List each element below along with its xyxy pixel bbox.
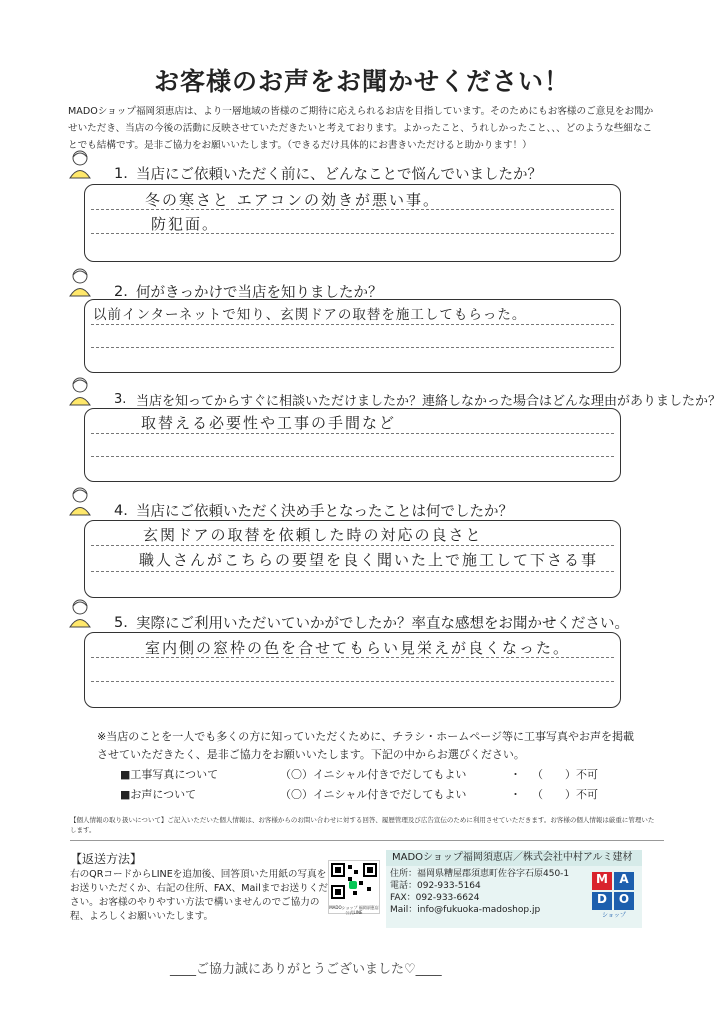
page-title: お客様のお声をお聞かせください！ (153, 67, 570, 96)
option-choice-deny[interactable]: （ ）不可 (532, 768, 598, 781)
question-text: 当店にご依頼いただく前に、どんなことで悩んでいましたか？ (136, 167, 542, 183)
question-5 (68, 612, 629, 633)
person-icon (68, 598, 92, 628)
store-mail[interactable]: Mail：info@fukuoka-madoshop.jp (390, 905, 541, 915)
person-icon (68, 149, 92, 179)
question-text: 何がきっかけで当店を知りましたか？ (136, 285, 383, 301)
option-row-photo (120, 766, 598, 782)
question-number: 5. (114, 614, 128, 631)
answer-text: 以前インターネットで知り、玄関ドアの取替を施工してもらった。 (93, 307, 527, 323)
option-choice-allow[interactable]: （〇）イニシャル付きでだしてもよい (280, 788, 467, 801)
answer-text: 防犯面。 (151, 215, 220, 233)
store-fax: FAX：092-933-6624 (390, 893, 480, 903)
consent-note: ※当店のことを一人でも多くの方に知っていただくために、チラシ・ホームページ等に工事写真やお声を掲載させていただきたく、是非ご協力をお願いいたします。下記の中からお選びください。 (97, 730, 634, 761)
answer-text: 職人さんがこちらの要望を良く聞いた上で施工して下さる事 (139, 551, 599, 569)
logo-sub: ショップ (602, 912, 626, 919)
option-choice-deny[interactable]: （ ）不可 (532, 788, 598, 801)
store-info-card (386, 850, 642, 928)
answer-box-2[interactable] (84, 299, 621, 373)
question-number: 3. (114, 392, 127, 407)
option-choice-allow[interactable]: （〇）イニシャル付きでだしてもよい (280, 768, 467, 781)
answer-box-5[interactable] (84, 632, 621, 708)
intro-text: MADOショップ福岡須恵店は、より一層地域の皆様のご期待に応えられるお店を目指しています。そのためにもお客様のご意見をお聞かせいただき、当店の今後の活動に反映させていただきたいと考えております。よかったこと、うれしかったこと、、、どのような些細なことでも結構です。是非ご協力をお願いいたします。（できるだけ具体的にお書きいただけると助かります！） (68, 106, 654, 151)
answer-text: 玄関ドアの取替を依頼した時の対応の良さと (143, 526, 483, 544)
answer-box-4[interactable] (84, 520, 621, 598)
divider (70, 840, 664, 841)
store-tel: 電話：092-933-5164 (390, 881, 481, 891)
question-4 (68, 500, 513, 521)
option-separator: ・ (510, 788, 521, 801)
question-text: 実際にご利用いただいていかがでしたか？率直な感想をお聞かせください。 (136, 616, 629, 632)
question-number: 1. (114, 165, 128, 182)
return-method-text: 右のQRコードからLINEを追加後、回答頂いた用紙の写真をお送りいただくか、右記の住所、FAX、Mailまでお送りください。お客様のやりやすい方法で構いませんのでご協力の程、よろしくお願いいたします。 (70, 869, 328, 922)
store-address: 住所：福岡県糟屋郡須恵町佐谷字石原450-1 (390, 869, 570, 879)
question-number: 4. (114, 502, 128, 519)
mado-logo: M A D O ショップ (592, 872, 636, 918)
answer-box-1[interactable] (84, 184, 621, 262)
qr-code-icon (329, 861, 379, 901)
option-label: ■工事写真について (120, 768, 219, 781)
answer-box-3[interactable] (84, 408, 621, 482)
question-text: 当店を知ってからすぐに相談いただけましたか？連絡しなかった場合はどんな理由がありましたか？ (136, 394, 722, 409)
qr-caption: MADOショップ 福岡須恵店公式LINE (329, 905, 379, 915)
privacy-notice: 【個人情報の取り扱いについて】ご記入いただいた個人情報は、お客様からのお問い合わせに対する回答、履歴管理及び広告宣伝のために利用させていただきます。お客様の個人情報は厳重に管理いたします。 (70, 816, 655, 834)
return-method-title: 【返送方法】 (70, 852, 143, 866)
store-name: MADOショップ福岡須恵店／株式会社中村アルミ建材 (386, 850, 642, 866)
question-text: 当店にご依頼いただく決め手となったことは何でしたか？ (136, 504, 513, 520)
person-icon (68, 486, 92, 516)
answer-text: 室内側の窓枠の色を合せてもらい見栄えが良くなった。 (145, 639, 571, 657)
question-1 (68, 163, 542, 184)
option-label: ■お声について (120, 788, 197, 801)
line-qr-code[interactable] (328, 860, 380, 914)
question-number: 2. (114, 283, 128, 300)
answer-text: 冬の寒さと エアコンの効きが悪い事。 (145, 191, 441, 209)
answer-text: 取替える必要性や工事の手間など (141, 414, 397, 432)
person-icon (68, 376, 92, 406)
option-separator: ・ (510, 768, 521, 781)
person-icon (68, 267, 92, 297)
thanks-message: ____ご協力誠にありがとうございました♡____ (170, 962, 442, 977)
question-3 (68, 390, 721, 409)
option-row-voice (120, 786, 598, 802)
